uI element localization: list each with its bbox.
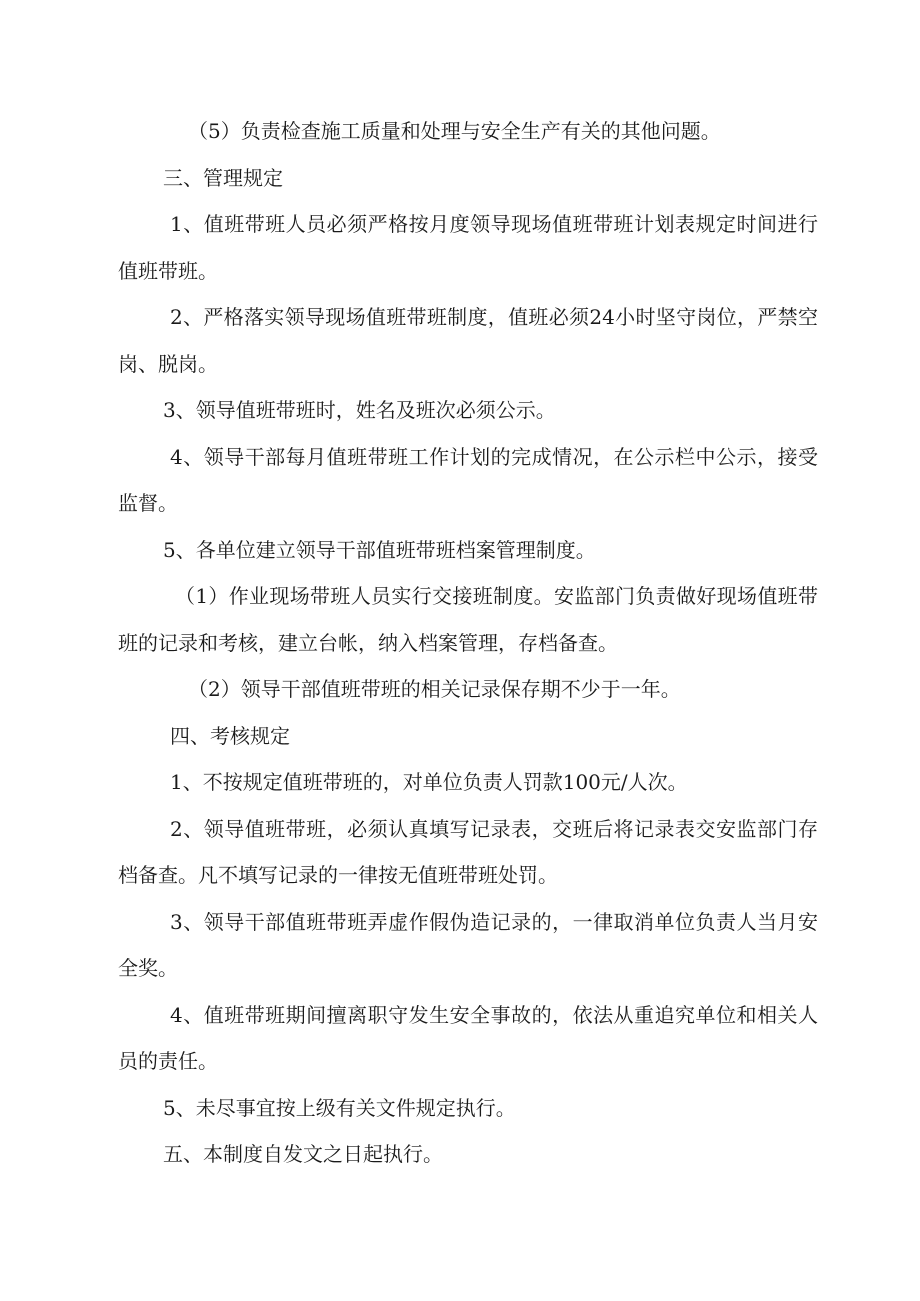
paragraph-management-2: 2、严格落实领导现场值班带班制度，值班必须24小时坚守岗位，严禁空岗、脱岗。 [118, 305, 818, 376]
paragraph-management-1: 1、值班带班人员必须严格按月度领导现场值班带班计划表规定时间进行值班带班。 [118, 212, 818, 283]
section-heading-effective-date: 五、本制度自发文之日起执行。 [163, 1142, 443, 1166]
paragraph-management-5-1: （1）作业现场带班人员实行交接班制度。安监部门负责做好现场值班带班的记录和考核，建立台帐，纳入档案管理，存档备查。 [118, 584, 818, 655]
section-heading-assessment: 四、考核规定 [170, 723, 290, 748]
section-heading-management: 三、管理规定 [163, 165, 283, 190]
paragraph-management-4: 4、领导干部每月值班带班工作计划的完成情况，在公示栏中公示，接受监督。 [118, 444, 818, 515]
paragraph-assessment-2: 2、领导值班带班，必须认真填写记录表，交班后将记录表交安监部门存档备查。凡不填写记录的一律按无值班带班处罚。 [118, 816, 818, 887]
paragraph-duty-5: （5）负责检查施工质量和处理与安全生产有关的其他问题。 [188, 119, 721, 143]
document-page [118, 108, 818, 1178]
paragraph-assessment-3: 3、领导干部值班带班弄虚作假伪造记录的，一律取消单位负责人当月安全奖。 [118, 909, 818, 980]
paragraph-assessment-4: 4、值班带班期间擅离职守发生安全事故的，依法从重追究单位和相关人员的责任。 [118, 1002, 818, 1073]
paragraph-management-5: 5、各单位建立领导干部值班带班档案管理制度。 [163, 537, 596, 562]
paragraph-assessment-1: 1、不按规定值班带班的，对单位负责人罚款100元/人次。 [170, 770, 688, 794]
paragraph-management-3: 3、领导值班带班时，姓名及班次必须公示。 [163, 398, 556, 422]
paragraph-management-5-2: （2）领导干部值班带班的相关记录保存期不少于一年。 [188, 677, 681, 701]
paragraph-assessment-5: 5、未尽事宜按上级有关文件规定执行。 [163, 1095, 516, 1120]
